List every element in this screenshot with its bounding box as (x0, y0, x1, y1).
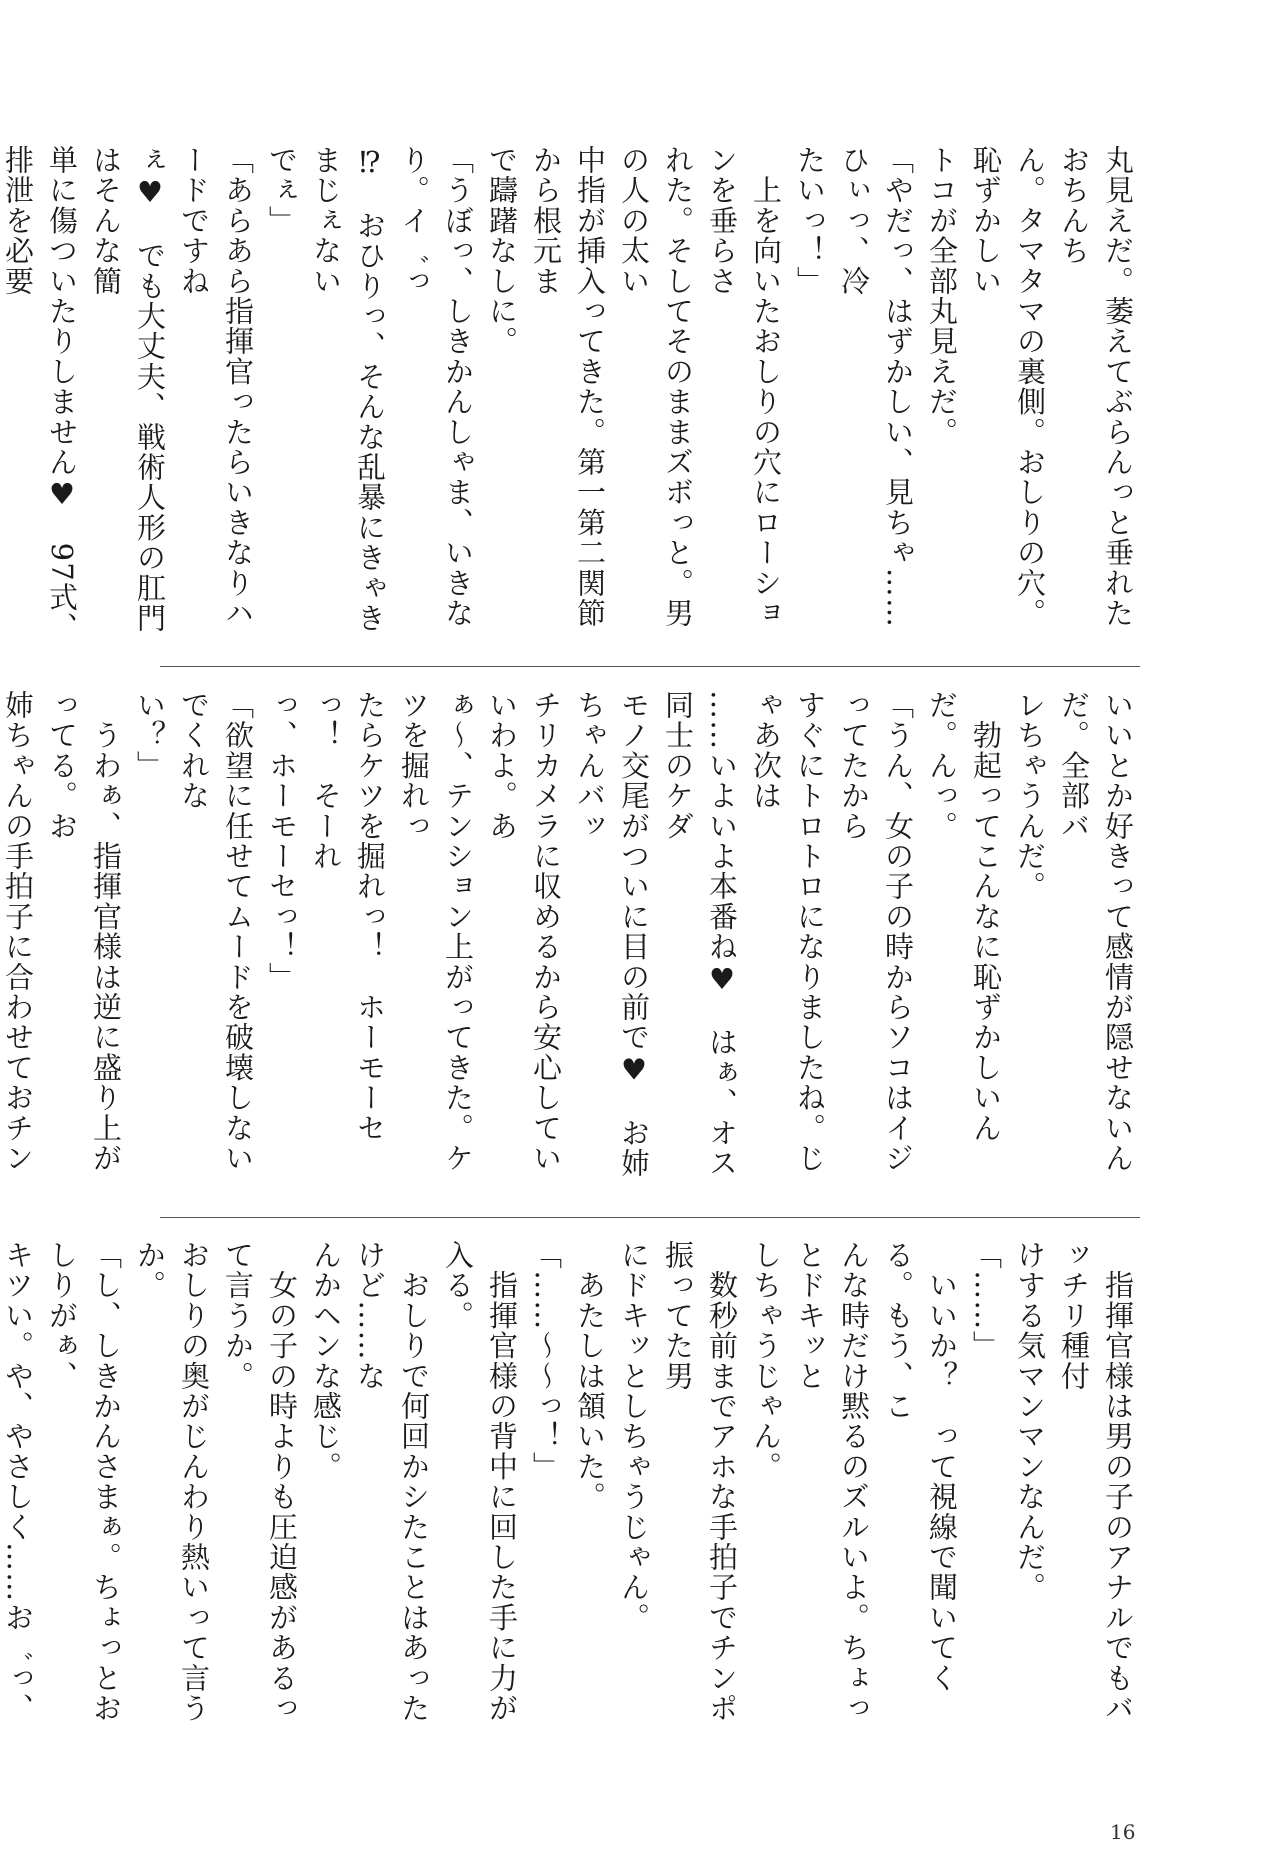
text-line: ぁ～、テンション上がってきた。ケツを掘れっ (397, 690, 475, 1174)
text-line: いいとか好きって感情が隠せないんだ。全部バ (1057, 690, 1135, 1174)
text-line: 勃起ってこんなに恥ずかしいんだ。んっ。 (925, 690, 1003, 1143)
text-line: 「あらあら指揮官ったらいきなりハードですね (177, 145, 255, 629)
text-line: 「……～～っ！」 (529, 1240, 563, 1482)
text-block-top (1, 145, 1140, 645)
text-line: モノ交尾がついに目の前で♥ お姉ちゃんバッ (573, 690, 651, 1179)
text-line: キツい。や、やさしく……お゛っ、 (1, 1240, 35, 1724)
section-divider (160, 1217, 1140, 1218)
text-block-middle (1, 690, 1140, 1200)
text-line: おしりで何回かシたことはあったけど……な (353, 1240, 431, 1724)
text-line: 「し、しきかんさまぁ。ちょっとおしりがぁ、 (45, 1240, 123, 1724)
text-line: ん。タマタマの裏側。おしりの穴。恥ずかしい (969, 145, 1047, 629)
text-line: 「欲望に任せてムードを破壊しないでくれな (177, 690, 255, 1174)
text-line: ⁉ おひりっ、そんな乱暴にきゃきまじぇない (309, 145, 387, 634)
text-line: レちゃうんだ。 (1013, 690, 1047, 902)
text-line: 丸見えだ。萎えてぶらんっと垂れたおちんち (1057, 145, 1135, 629)
text-line: たらケツを掘れっ！ ホーモーセっ！ そーれ (309, 690, 387, 1143)
text-line: 上を向いたおしりの穴にローションを垂らさ (705, 145, 783, 629)
text-line: 指揮官様は男の子のアナルでもバッチリ種付 (1057, 1240, 1135, 1724)
text-line: いいか？ って視線で聞いてくる。もう、こ (881, 1240, 959, 1693)
text-line: ……いよいよ本番ね♥ はぁ、オス同士のケダ (661, 690, 739, 1179)
text-line: んかヘンな感じ。 (309, 1240, 343, 1482)
text-line: 指揮官様の背中に回した手に力が入る。 (441, 1240, 519, 1724)
text-line: けする気マンマンなんだ。 (1013, 1240, 1047, 1603)
text-line: すぐにトロトロになりましたね。じゃあ次は (749, 690, 827, 1174)
text-line: い？」 (133, 690, 167, 781)
text-block-bottom (1, 1240, 1140, 1750)
text-line: にドキッとしちゃうじゃん。 (617, 1240, 651, 1633)
text-line: うわぁ、指揮官様は逆に盛り上がってる。お (45, 690, 123, 1174)
text-line: 単に傷ついたりしません♥ 97式、排泄を必要 (1, 145, 79, 643)
text-line: んな時だけ黙るのズルいよ。ちょっとドキッと (793, 1240, 871, 1724)
text-line: しちゃうじゃん。 (749, 1240, 783, 1482)
text-line: 「……」 (969, 1240, 1003, 1361)
text-line: っ、ホーモーセっ！」 (265, 690, 299, 992)
text-line: 「やだっ、はずかしい、見ちゃ……ひぃっ、冷 (837, 145, 915, 629)
text-line: トコが全部丸見えだ。 (925, 145, 959, 447)
text-line: 女の子の時よりも圧迫感があるって言うか。 (221, 1240, 299, 1724)
text-line: 「うん、女の子の時からソコはイジってたから (837, 690, 915, 1174)
text-line: 数秒前までアホな手拍子でチンポ振ってた男 (661, 1240, 739, 1724)
text-line: 姉ちゃんの手拍子に合わせておチン (1, 690, 35, 1174)
text-line: 「うぼっ、しきかんしゃま、いきなり。イ゛っ (397, 145, 475, 629)
section-divider (160, 666, 1140, 667)
text-line: あたしは頷いた。 (573, 1240, 607, 1512)
text-line: 中指が挿入ってきた。第一第二関節から根元ま (529, 145, 607, 629)
text-line: でぇ」 (265, 145, 299, 236)
text-line: れた。そしてそのままズボっと。男の人の太い (617, 145, 695, 629)
text-line: チリカメラに収めるから安心していいわよ。あ (485, 690, 563, 1174)
text-line: ぇ♥ でも大丈夫、戦術人形の肛門はそんな簡 (89, 145, 167, 634)
text-line: おしりの奥がじんわり熱いって言うか。 (133, 1240, 211, 1724)
text-line: たいっ！」 (793, 145, 827, 296)
text-line: で躊躇なしに。 (485, 145, 519, 357)
page-number: 16 (1110, 1820, 1136, 1844)
